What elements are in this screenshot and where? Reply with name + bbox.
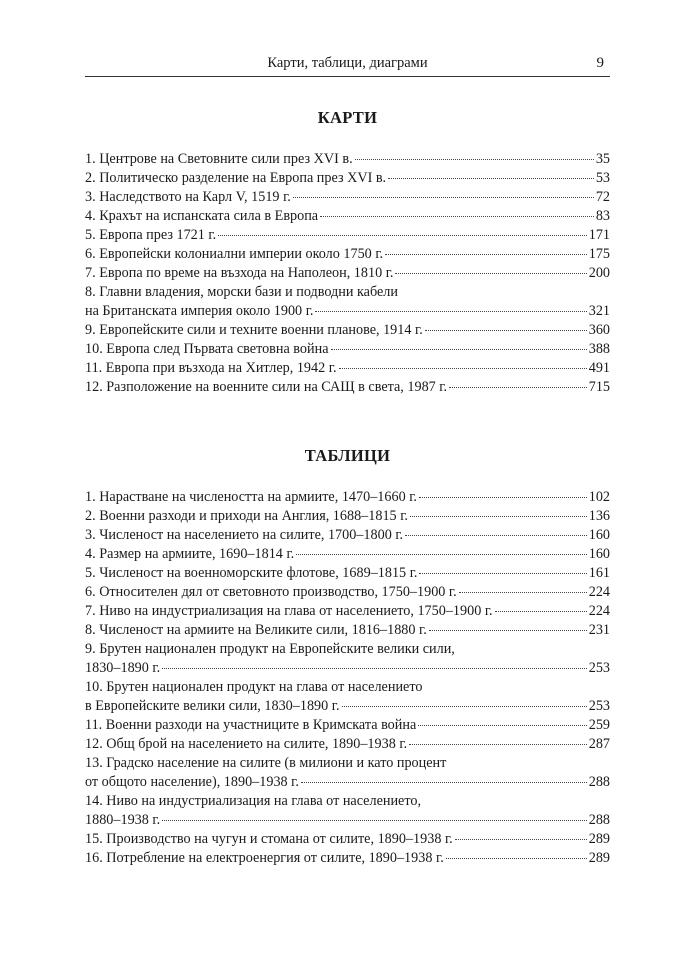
toc-entry-title: 11. Военни разходи на участниците в Кримската война — [85, 717, 417, 733]
toc-entry-page: 287 — [588, 736, 610, 752]
toc-entry-title-line: 9. Брутен национален продукт на Европейските велики сили, — [85, 641, 455, 657]
toc-entry-title: 4. Размер на армиите, 1690–1814 г. — [85, 546, 295, 562]
dot-leader — [342, 706, 587, 707]
dot-leader — [331, 349, 587, 350]
toc-entry-page: 102 — [588, 489, 610, 505]
toc-entry[interactable] — [85, 621, 610, 640]
dot-leader — [409, 744, 587, 745]
toc-entry[interactable] — [85, 564, 610, 583]
dot-leader — [162, 820, 587, 821]
toc-entry[interactable] — [85, 283, 610, 321]
toc-entry-page: 321 — [588, 303, 610, 319]
toc-entry-title: 3. Наследството на Карл V, 1519 г. — [85, 189, 291, 205]
toc-entry-title: 1. Центрове на Световните сили през XVI в. — [85, 151, 353, 167]
running-header — [85, 0, 610, 77]
dot-leader — [218, 235, 587, 236]
toc-entry[interactable] — [85, 526, 610, 545]
dot-leader — [410, 516, 587, 517]
toc-entry-title: 2. Военни разходи и приходи на Англия, 1688–1815 г. — [85, 508, 408, 524]
toc-entry[interactable] — [85, 188, 610, 207]
toc-entry[interactable] — [85, 207, 610, 226]
toc-entry[interactable] — [85, 792, 610, 830]
dot-leader — [419, 573, 586, 574]
dot-leader — [388, 178, 594, 179]
toc-entry-title-line: 13. Градско население на силите (в милиони и като процент — [85, 755, 447, 771]
toc-entry-title: 12. Разположение на военните сили на САЩ в света, 1987 г. — [85, 379, 448, 395]
toc-entry-title: от общото население), 1890–1938 г. — [85, 774, 299, 790]
dot-leader — [418, 725, 586, 726]
toc-entry-page: 160 — [588, 546, 610, 562]
dot-leader — [385, 254, 587, 255]
toc-entry[interactable] — [85, 716, 610, 735]
dot-leader — [320, 216, 594, 217]
toc-entry-page: 224 — [588, 603, 610, 619]
toc-entry[interactable] — [85, 849, 610, 868]
toc-entry-title-line: 8. Главни владения, морски бази и подводни кабели — [85, 284, 398, 300]
toc-entry-page: 200 — [588, 265, 610, 281]
dot-leader — [339, 368, 587, 369]
toc-entry-page: 160 — [588, 527, 610, 543]
toc-entry-title: 4. Крахът на испанската сила в Европа — [85, 208, 319, 224]
toc-entry-title: 11. Европа при възхода на Хитлер, 1942 г. — [85, 360, 337, 376]
toc-entry-title: 16. Потребление на електроенергия от силите, 1890–1938 г. — [85, 850, 444, 866]
toc-entry-title: 6. Относителен дял от световното производство, 1750–1900 г. — [85, 584, 457, 600]
toc-entry-page: 491 — [588, 360, 610, 376]
dot-leader — [429, 630, 587, 631]
dot-leader — [446, 858, 587, 859]
toc-entry-title-line: 10. Брутен национален продукт на глава от населението — [85, 679, 423, 695]
toc-entry-title: на Британската империя около 1900 г. — [85, 303, 314, 319]
dot-leader — [405, 535, 587, 536]
toc-entry-title: 7. Европа по време на възхода на Наполеон, 1810 г. — [85, 265, 394, 281]
toc-entry[interactable] — [85, 678, 610, 716]
toc-entry-title: 5. Европа през 1721 г. — [85, 227, 217, 243]
toc-entry-title: 1880–1938 г. — [85, 812, 161, 828]
toc-entry-page: 253 — [588, 698, 610, 714]
toc-entry-title-line: 14. Ниво на индустриализация на глава от населението, — [85, 793, 421, 809]
toc-entry[interactable] — [85, 169, 610, 188]
dot-leader — [459, 592, 587, 593]
toc-entry[interactable] — [85, 150, 610, 169]
page-number: 9 — [596, 55, 604, 71]
dot-leader — [162, 668, 587, 669]
maps-section-title: КАРТИ — [317, 108, 378, 127]
toc-entry-title: 1. Нарастване на числеността на армиите, 1470–1660 г. — [85, 489, 417, 505]
toc-entry-title: 15. Производство на чугун и стомана от силите, 1890–1938 г. — [85, 831, 453, 847]
toc-entry-title: 7. Ниво на индустриализация на глава от населението, 1750–1900 г. — [85, 603, 493, 619]
toc-entry-title: 2. Политическо разделение на Европа през XVI в. — [85, 170, 387, 186]
maps-list — [85, 150, 610, 397]
toc-entry-page: 224 — [588, 584, 610, 600]
toc-entry-title: 10. Европа след Първата световна война — [85, 341, 329, 357]
dot-leader — [419, 497, 587, 498]
toc-entry-title: 1830–1890 г. — [85, 660, 161, 676]
dot-leader — [293, 197, 594, 198]
toc-entry[interactable] — [85, 640, 610, 678]
toc-entry[interactable] — [85, 830, 610, 849]
toc-entry-page: 171 — [588, 227, 610, 243]
toc-entry-title: 3. Численост на населението на силите, 1700–1800 г. — [85, 527, 404, 543]
toc-entry[interactable] — [85, 321, 610, 340]
dot-leader — [425, 330, 587, 331]
toc-entry-page: 53 — [595, 170, 610, 186]
toc-entry-page: 288 — [588, 774, 610, 790]
toc-entry-title: 5. Численост на военноморските флотове, 1689–1815 г. — [85, 565, 418, 581]
toc-entry[interactable] — [85, 378, 610, 397]
dot-leader — [355, 159, 594, 160]
toc-entry[interactable] — [85, 340, 610, 359]
toc-entry[interactable] — [85, 226, 610, 245]
toc-entry-title: 12. Общ брой на населението на силите, 1890–1938 г. — [85, 736, 408, 752]
dot-leader — [455, 839, 587, 840]
toc-entry[interactable] — [85, 488, 610, 507]
toc-entry-page: 175 — [588, 246, 610, 262]
toc-entry[interactable] — [85, 359, 610, 378]
toc-entry[interactable] — [85, 583, 610, 602]
dot-leader — [495, 611, 587, 612]
toc-entry-page: 259 — [588, 717, 610, 733]
toc-entry[interactable] — [85, 507, 610, 526]
toc-entry-page: 715 — [588, 379, 610, 395]
dot-leader — [296, 554, 587, 555]
header-title: Карти, таблици, диаграми — [267, 55, 428, 71]
toc-entry-page: 231 — [588, 622, 610, 638]
toc-entry-page: 288 — [588, 812, 610, 828]
toc-entry[interactable] — [85, 602, 610, 621]
toc-entry-page: 289 — [588, 831, 610, 847]
toc-entry-page: 360 — [588, 322, 610, 338]
tables-list — [85, 488, 610, 868]
toc-entry[interactable] — [85, 754, 610, 792]
toc-entry-page: 83 — [595, 208, 610, 224]
toc-entry[interactable] — [85, 264, 610, 283]
dot-leader — [449, 387, 587, 388]
toc-entry-title: в Европейските велики сили, 1830–1890 г. — [85, 698, 340, 714]
toc-entry-page: 161 — [588, 565, 610, 581]
toc-entry-title: 6. Европейски колониални империи около 1750 г. — [85, 246, 384, 262]
toc-entry-page: 289 — [588, 850, 610, 866]
toc-entry-page: 136 — [588, 508, 610, 524]
tables-section-title: ТАБЛИЦИ — [304, 446, 391, 465]
toc-entry[interactable] — [85, 245, 610, 264]
toc-entry-page: 253 — [588, 660, 610, 676]
toc-entry-title: 9. Европейските сили и техните военни планове, 1914 г. — [85, 322, 423, 338]
dot-leader — [315, 311, 586, 312]
toc-entry[interactable] — [85, 735, 610, 754]
toc-entry-page: 72 — [595, 189, 610, 205]
toc-entry-page: 35 — [595, 151, 610, 167]
dot-leader — [301, 782, 587, 783]
dot-leader — [395, 273, 586, 274]
toc-entry[interactable] — [85, 545, 610, 564]
toc-entry-title: 8. Численост на армиите на Великите сили, 1816–1880 г. — [85, 622, 427, 638]
toc-entry-page: 388 — [588, 341, 610, 357]
